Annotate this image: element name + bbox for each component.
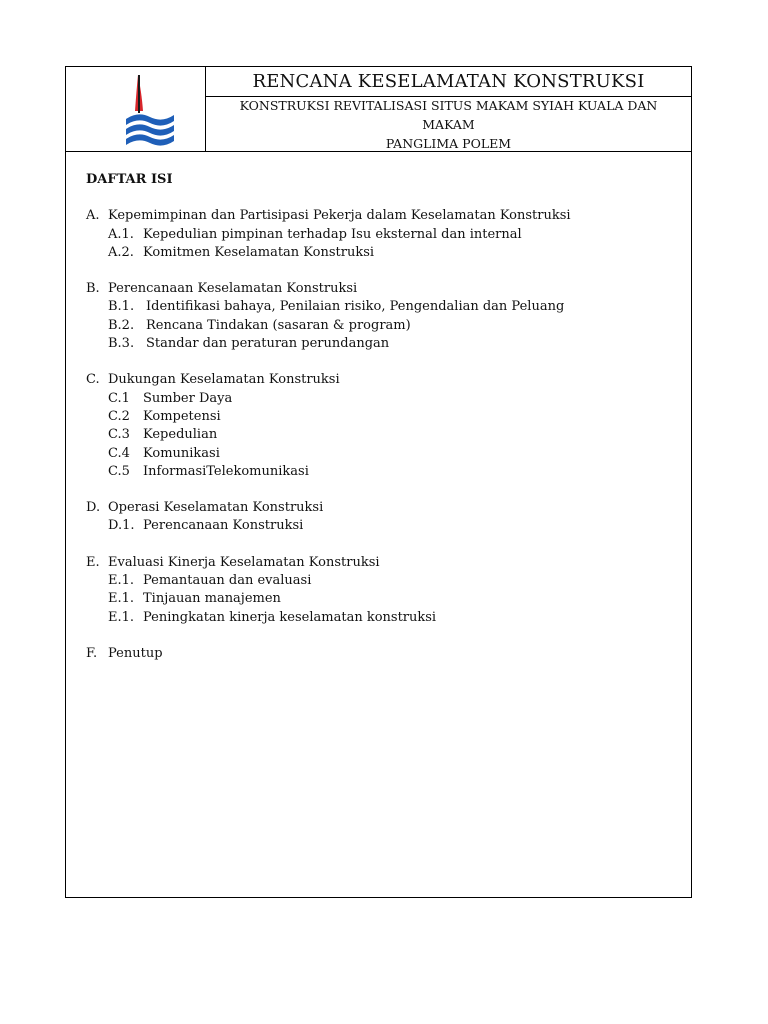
- toc-subitem-label: Rencana Tindakan (sasaran & program): [146, 317, 411, 333]
- toc-subitem-label: InformasiTelekomunikasi: [143, 463, 309, 479]
- toc-section: [86, 280, 675, 353]
- project-subtitle: [206, 97, 691, 151]
- logo-wave-1: [126, 114, 174, 125]
- toc-section-label: Dukungan Keselamatan Konstruksi: [108, 372, 340, 388]
- logo-wave-3: [126, 134, 174, 145]
- toc-subitem-code: E.1.: [108, 591, 135, 607]
- toc-section: [86, 499, 675, 536]
- toc-subitem-label: Tinjauan manajemen: [143, 591, 281, 607]
- toc-subitem-label: Perencanaan Konstruksi: [143, 518, 304, 534]
- toc-subitem-entry[interactable]: [86, 226, 675, 244]
- toc-section-label: Kepemimpinan dan Partisipasi Pekerja dalam Keselamatan Konstruksi: [108, 208, 571, 224]
- toc-subitem-code: C.5: [108, 463, 130, 479]
- toc-section-label: Evaluasi Kinerja Keselamatan Konstruksi: [108, 554, 380, 570]
- toc-section-label: Penutup: [108, 645, 163, 661]
- toc-subitem-entry[interactable]: [86, 317, 675, 335]
- logo-stem: [138, 75, 140, 113]
- toc-subitem-label: Komitmen Keselamatan Konstruksi: [143, 244, 375, 260]
- toc-subitem-entry[interactable]: [86, 408, 675, 426]
- toc-subitem-label: Identifikasi bahaya, Penilaian risiko, Pengendalian dan Peluang: [146, 299, 565, 315]
- toc-section: [86, 207, 675, 262]
- toc-subitem-code: B.2.: [108, 317, 135, 333]
- toc-section: [86, 554, 675, 627]
- table-of-contents: [86, 171, 675, 681]
- toc-section-code: B.: [86, 281, 100, 297]
- toc-subitem-label: Kompetensi: [143, 408, 221, 424]
- document-title: RENCANA KESELAMATAN KONSTRUKSI: [206, 67, 691, 97]
- toc-subitem-entry[interactable]: [86, 335, 675, 353]
- toc-subitem-label: Kepedulian: [143, 427, 218, 443]
- toc-subitem-label: Kepedulian pimpinan terhadap Isu eksternal dan internal: [143, 226, 522, 242]
- toc-subitem-entry[interactable]: [86, 244, 675, 262]
- toc-subitem-entry[interactable]: [86, 572, 675, 590]
- toc-section-code: F.: [86, 645, 98, 661]
- toc-subitem-code: D.1.: [108, 518, 135, 534]
- toc-section-entry[interactable]: [86, 207, 675, 225]
- toc-section-code: E.: [86, 554, 100, 570]
- toc-section: [86, 645, 675, 663]
- toc-subitem-entry[interactable]: [86, 590, 675, 608]
- toc-subitem-label: Standar dan peraturan perundangan: [146, 336, 390, 352]
- toc-subitem-label: Pemantauan dan evaluasi: [143, 573, 312, 589]
- toc-section-entry[interactable]: [86, 499, 675, 517]
- toc-section: [86, 371, 675, 481]
- toc-sections: [86, 207, 675, 663]
- toc-subitem-entry[interactable]: [86, 390, 675, 408]
- toc-subitem-code: E.1.: [108, 573, 135, 589]
- toc-subitem-code: C.4: [108, 445, 130, 461]
- toc-heading: DAFTAR ISI: [86, 172, 173, 187]
- document-header: [66, 67, 691, 152]
- toc-subitem-label: Sumber Daya: [143, 390, 233, 406]
- subtitle-line-2: PANGLIMA POLEM: [385, 135, 512, 151]
- logo-wave-2: [126, 124, 174, 135]
- toc-subitem-code: E.1.: [108, 609, 135, 625]
- toc-subitem-code: A.1.: [108, 226, 134, 242]
- toc-subitem-entry[interactable]: [86, 445, 675, 463]
- toc-subitem-code: C.1: [108, 390, 130, 406]
- toc-section-entry[interactable]: [86, 371, 675, 389]
- toc-section-entry[interactable]: [86, 554, 675, 572]
- toc-subitem-entry[interactable]: [86, 609, 675, 627]
- toc-subitem-label: Peningkatan kinerja keselamatan konstruksi: [143, 609, 437, 625]
- toc-section-code: C.: [86, 372, 100, 388]
- toc-subitem-code: B.3.: [108, 336, 135, 352]
- toc-subitem-code: C.3: [108, 427, 130, 443]
- toc-section-code: A.: [86, 208, 100, 224]
- toc-subitem-code: A.2.: [108, 244, 134, 260]
- toc-section-label: Perencanaan Keselamatan Konstruksi: [108, 281, 358, 297]
- toc-subitem-entry[interactable]: [86, 426, 675, 444]
- company-logo-icon: [124, 71, 176, 151]
- toc-section-code: D.: [86, 500, 101, 516]
- toc-subitem-entry[interactable]: [86, 298, 675, 316]
- document-frame: [65, 66, 692, 898]
- toc-subitem-entry[interactable]: [86, 517, 675, 535]
- subtitle-line-1: KONSTRUKSI REVITALISASI SITUS MAKAM SYIAH KUALA DAN MAKAM: [239, 97, 658, 132]
- toc-subitem-code: B.1.: [108, 299, 135, 315]
- toc-subitem-label: Komunikasi: [143, 445, 220, 461]
- toc-section-label: Operasi Keselamatan Konstruksi: [108, 500, 324, 516]
- toc-subitem-code: C.2: [108, 408, 130, 424]
- toc-section-entry[interactable]: [86, 645, 675, 663]
- toc-section-entry[interactable]: [86, 280, 675, 298]
- logo-cell: [66, 67, 206, 151]
- toc-subitem-entry[interactable]: [86, 463, 675, 481]
